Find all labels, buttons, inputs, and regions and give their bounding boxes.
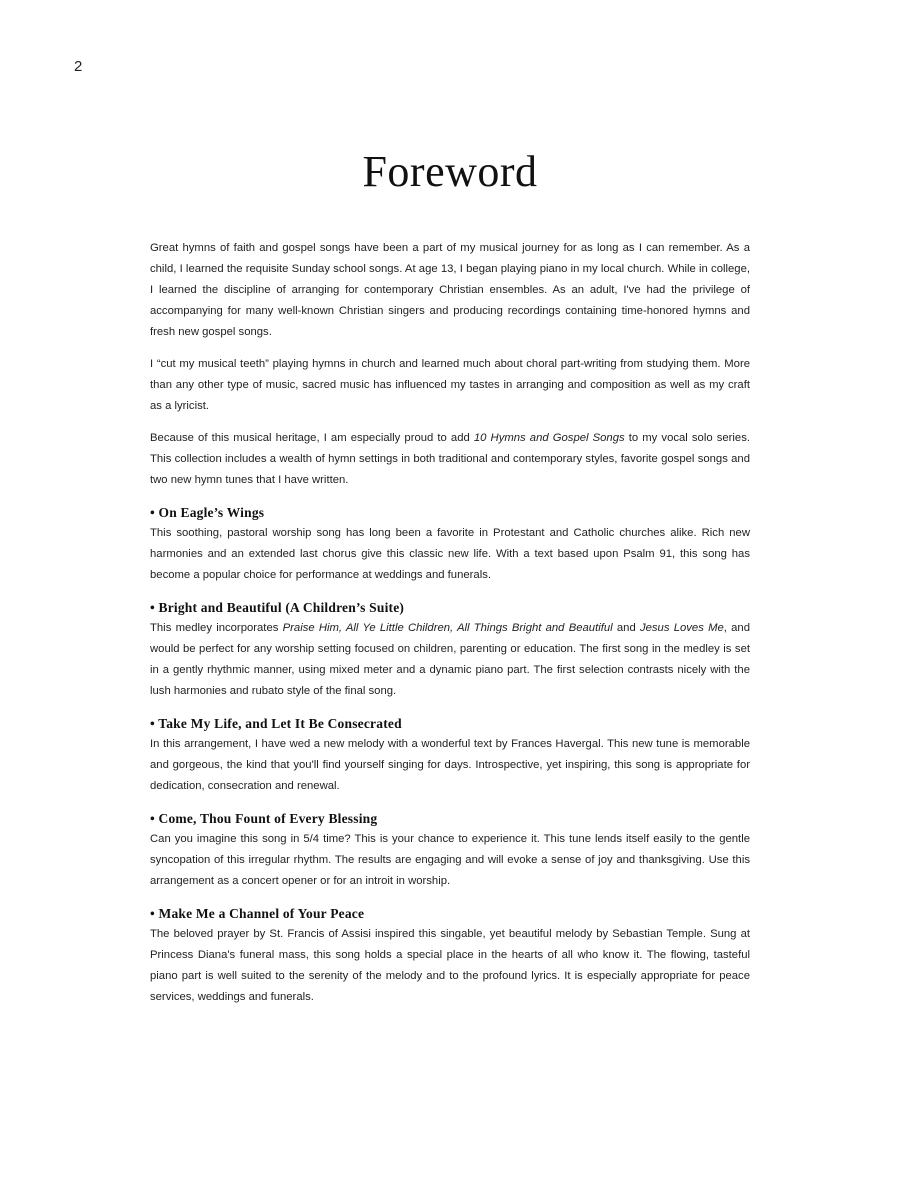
song-description: Can you imagine this song in 5/4 time? This is your chance to experience it. This tune lends itself easily to the gentle syncopation of this irregular rhythm. The results are engaging and will evoke a sense of joy and thanksgiving. Use this arrangement as a concert opener or for an introit in worship.	[150, 833, 750, 887]
song-entry-bright-and-beautiful	[150, 597, 750, 702]
song-description: In this arrangement, I have wed a new melody with a wonderful text by Frances Havergal. This new tune is memorable and gorgeous, the kind that you'll find yourself singing for days. Introspective, yet inspiring, this song is appropriate for dedication, consecration and renewal.	[150, 738, 750, 792]
intro-paragraph-2: I “cut my musical teeth” playing hymns in church and learned much about choral part-writing from studying them. More than any other type of music, sacred music has influenced my tastes in arranging and composition as well as my craft as a lyricist.	[150, 358, 750, 412]
song-entry-come-thou-fount	[150, 808, 750, 892]
song-entry-take-my-life	[150, 713, 750, 797]
song-title: • Come, Thou Fount of Every Blessing	[150, 811, 378, 826]
page-title: Foreword	[362, 147, 538, 196]
song-entry-make-me-a-channel	[150, 903, 750, 1008]
desc-text: This medley incorporates	[150, 622, 283, 634]
song-description: The beloved prayer by St. Francis of Assisi inspired this singable, yet beautiful melody by Sebastian Temple. Sung at Princess Diana's funeral mass, this song holds a special place in the hearts of all who know it. The flowing, tasteful piano part is well suited to the serenity of the melody and to the profound lyrics. It is especially appropriate for peace services, weddings and funerals.	[150, 928, 750, 1003]
medley-title-jesus-loves-me: Jesus Loves Me	[639, 622, 724, 634]
desc-text: , and would be perfect for any worship setting focused on children, parenting or education. The first song in the medley is set in a gently rhythmic manner, using mixed meter and a dynamic piano part. The first selection contrasts nicely with the lush harmonies and rubato style of the final song.	[150, 622, 750, 697]
song-title: • Bright and Beautiful (A Children’s Suite)	[150, 600, 405, 615]
page-number: 2	[74, 58, 83, 75]
intro-p3-text-before: Because of this musical heritage, I am especially proud to add	[150, 432, 474, 444]
medley-titles: Praise Him, All Ye Little Children, All Things Bright and Beautiful	[282, 622, 613, 634]
song-title: • Take My Life, and Let It Be Consecrated	[150, 716, 402, 731]
intro-paragraph-1: Great hymns of faith and gospel songs have been a part of my musical journey for as long as I can remember. As a child, I learned the requisite Sunday school songs. At age 13, I began playing piano in my local church. While in college, I learned the discipline of arranging for contemporary Christian ensembles. As an adult, I've had the privilege of accompanying for many well-known Christian singers and producing recordings containing time-honored hymns and fresh new gospel songs.	[150, 242, 750, 338]
intro-p3-text-after: to my vocal solo series. This collection includes a wealth of hymn settings in both traditional and contemporary styles, favorite gospel songs and two new hymn tunes that I have written.	[150, 432, 750, 486]
song-description	[150, 618, 750, 702]
foreword-body	[150, 238, 750, 1019]
intro-paragraph-3	[150, 428, 750, 491]
song-entry-on-eagles-wings	[150, 502, 750, 586]
song-title: • On Eagle’s Wings	[150, 505, 265, 520]
song-title: • Make Me a Channel of Your Peace	[150, 906, 365, 921]
song-description: This soothing, pastoral worship song has long been a favorite in Protestant and Catholic churches alike. Rich new harmonies and an extended last chorus give this classic new life. With a text based upon Psalm 91, this song has become a popular choice for performance at weddings and funerals.	[150, 527, 750, 581]
collection-title: 10 Hymns and Gospel Songs	[473, 432, 625, 444]
desc-text: and	[612, 622, 640, 634]
